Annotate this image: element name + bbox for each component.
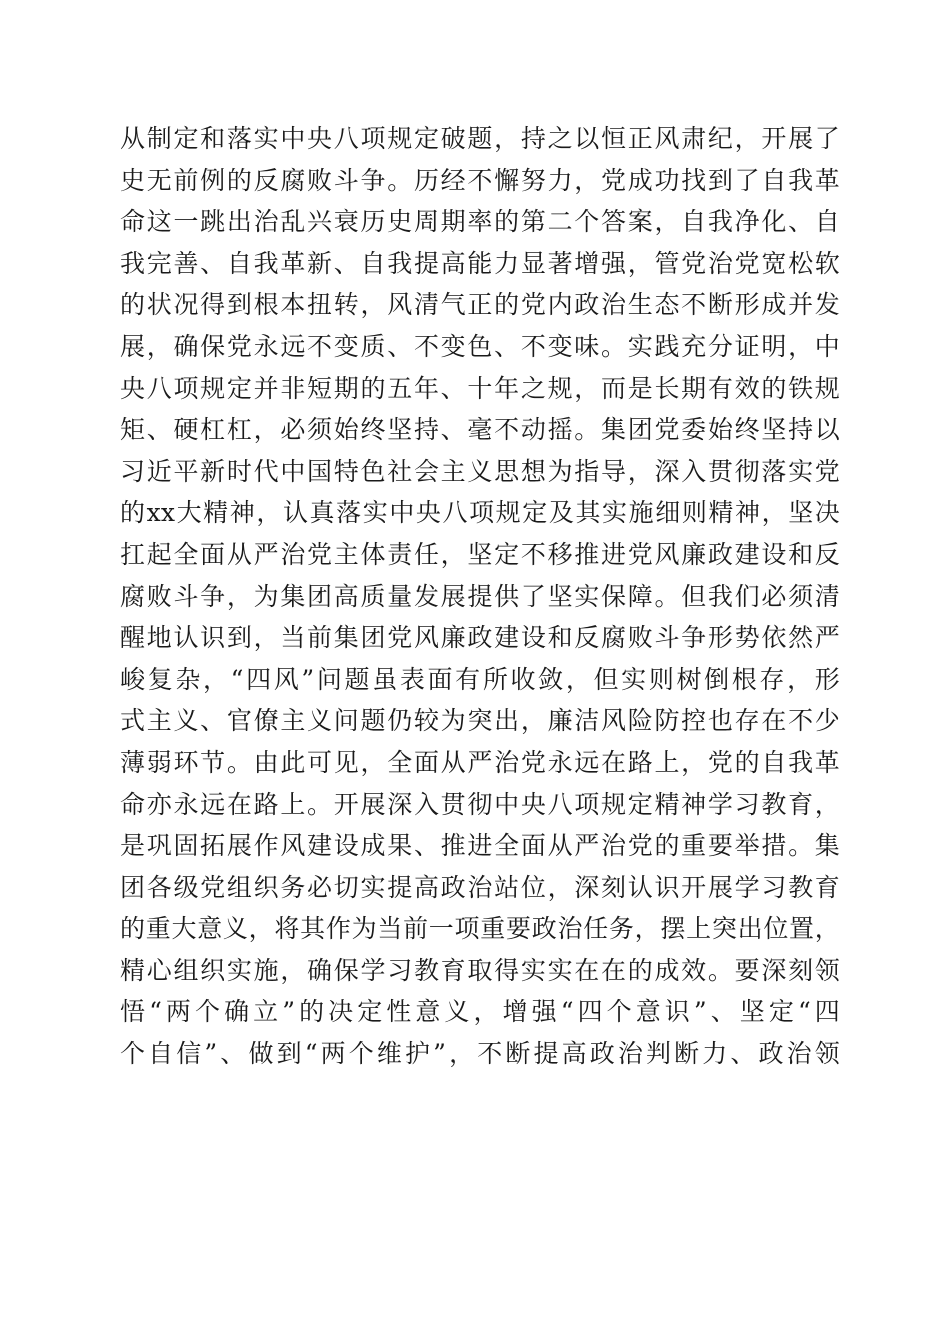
text-line: 央八项规定并非短期的五年、十年之规，而是长期有效的铁规 — [120, 373, 840, 403]
text-line: 团各级党组织务必切实提高政治站位，深刻认识开展学习教育 — [120, 872, 840, 902]
text-line: 的xx大精神，认真落实中央八项规定及其实施细则精神，坚决 — [120, 498, 840, 528]
text-line: 峻复杂，“四风”问题虽表面有所收敛，但实则树倒根存，形 — [120, 664, 840, 694]
text-line: 薄弱环节。由此可见，全面从严治党永远在路上，党的自我革 — [120, 747, 840, 777]
body-paragraph — [120, 118, 840, 1075]
text-line: 个自信”、做到“两个维护”，不断提高政治判断力、政治领 — [120, 1039, 840, 1069]
text-line: 命这一跳出治乱兴衰历史周期率的第二个答案，自我净化、自 — [120, 207, 840, 237]
text-line: 的状况得到根本扭转，风清气正的党内政治生态不断形成并发 — [120, 290, 840, 320]
text-line: 我完善、自我革新、自我提高能力显著增强，管党治党宽松软 — [120, 248, 840, 278]
text-line: 矩、硬杠杠，必须始终坚持、毫不动摇。集团党委始终坚持以 — [120, 415, 840, 445]
text-line: 是巩固拓展作风建设成果、推进全面从严治党的重要举措。集 — [120, 831, 840, 861]
text-line: 习近平新时代中国特色社会主义思想为指导，深入贯彻落实党 — [120, 456, 840, 486]
text-line: 展，确保党永远不变质、不变色、不变味。实践充分证明，中 — [120, 331, 840, 361]
text-line: 扛起全面从严治党主体责任，坚定不移推进党风廉政建设和反 — [120, 539, 840, 569]
text-line: 式主义、官僚主义问题仍较为突出，廉洁风险防控也存在不少 — [120, 706, 840, 736]
text-line: 的重大意义，将其作为当前一项重要政治任务，摆上突出位置， — [120, 914, 840, 944]
text-line: 命亦永远在路上。开展深入贯彻中央八项规定精神学习教育， — [120, 789, 840, 819]
text-line: 醒地认识到，当前集团党风廉政建设和反腐败斗争形势依然严 — [120, 623, 840, 653]
text-line: 从制定和落实中央八项规定破题，持之以恒正风肃纪，开展了 — [120, 124, 840, 153]
text-line: 腐败斗争，为集团高质量发展提供了坚实保障。但我们必须清 — [120, 581, 840, 611]
text-line: 悟“两个确立”的决定性意义，增强“四个意识”、坚定“四 — [120, 997, 840, 1027]
text-line: 精心组织实施，确保学习教育取得实实在在的成效。要深刻领 — [120, 955, 840, 985]
text-line: 史无前例的反腐败斗争。历经不懈努力，党成功找到了自我革 — [120, 165, 840, 195]
